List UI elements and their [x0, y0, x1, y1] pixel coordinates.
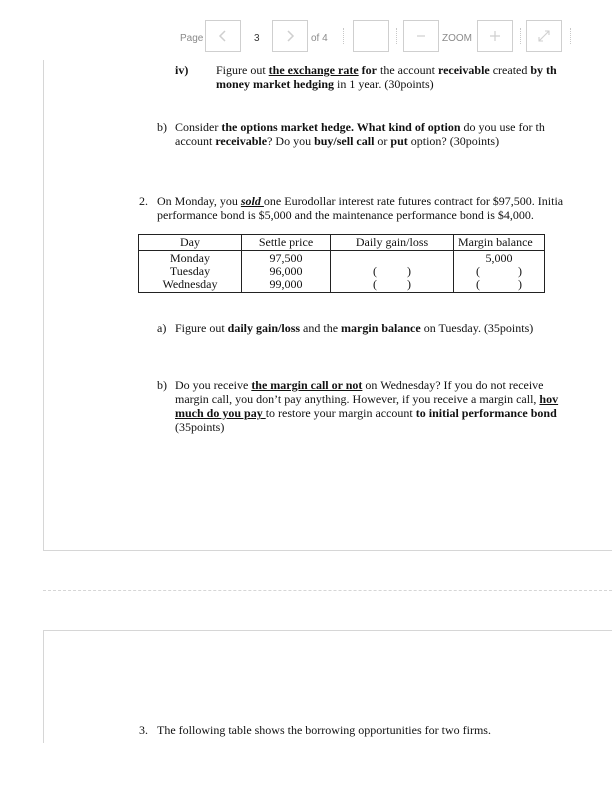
question-text: Consider the options market hedge. What kind of option do you use for th	[175, 120, 545, 134]
item-number: iv)	[175, 63, 189, 77]
pdf-toolbar	[0, 20, 612, 58]
table-header: Settle price	[242, 235, 331, 251]
next-page-button[interactable]	[272, 20, 308, 52]
question-text: On Monday, you sold one Eurodollar interest rate futures contract for $97,500. Initia	[157, 194, 564, 208]
question-text: much do you pay to restore your margin account to initial performance bond	[175, 406, 557, 420]
toolbar-divider	[343, 28, 344, 44]
page-total: of 4	[311, 33, 328, 44]
table-header: Daily gain/loss	[331, 235, 454, 251]
toolbar-divider	[520, 28, 521, 44]
toolbar-divider	[396, 28, 397, 44]
question-text: The following table shows the borrowing opportunities for two firms.	[157, 723, 491, 737]
question-number: 3.	[139, 723, 148, 737]
table-header: Day	[139, 235, 242, 251]
zoom-out-button[interactable]	[403, 20, 439, 52]
plus-icon	[489, 30, 501, 42]
question-text: Figure out daily gain/loss and the margin balance on Tuesday. (35points)	[175, 321, 534, 335]
minus-icon	[416, 31, 426, 41]
question-text: Do you receive the margin call or not on Wednesday? If you do not receive	[175, 378, 544, 392]
expand-icon	[537, 29, 551, 43]
chevron-right-icon	[285, 30, 295, 42]
item-number: b)	[157, 120, 167, 134]
prev-page-button[interactable]	[205, 20, 241, 52]
item-number: a)	[157, 321, 167, 335]
price-cell: 97,500 96,000 99,000	[242, 251, 331, 293]
zoom-in-button[interactable]	[477, 20, 513, 52]
question-text: Figure out the exchange rate for the account receivable created by th	[216, 63, 557, 77]
gain-loss-cell: ( ) ( )	[331, 251, 454, 293]
question-text: margin call, you don’t pay anything. However, if you receive a margin call, hov	[175, 392, 559, 406]
fullscreen-button[interactable]	[526, 20, 562, 52]
table-row	[139, 251, 545, 293]
question-text: (35points)	[175, 420, 225, 434]
margin-table	[138, 234, 545, 293]
table-header: Margin balance	[454, 235, 545, 251]
question-text: account receivable? Do you buy/sell call or put option? (30points)	[175, 134, 500, 148]
question-number: 2.	[139, 194, 148, 208]
item-number: b)	[157, 378, 167, 392]
table-header-row	[139, 235, 545, 251]
day-cell: Monday Tuesday Wednesday	[139, 251, 242, 293]
zoom-label: ZOOM	[442, 33, 472, 44]
question-text: performance bond is $5,000 and the maintenance performance bond is $4,000.	[157, 208, 534, 222]
toolbar-divider	[570, 28, 571, 44]
page-label: Page	[180, 33, 204, 44]
margin-balance-cell: 5,000 ( ) ( )	[454, 251, 545, 293]
chevron-left-icon	[218, 30, 228, 42]
page-break	[43, 590, 612, 591]
question-text: money market hedging in 1 year. (30points)	[216, 77, 434, 91]
toolbar-blank-button[interactable]	[353, 20, 389, 52]
page-number-input[interactable]: 3	[254, 33, 260, 44]
